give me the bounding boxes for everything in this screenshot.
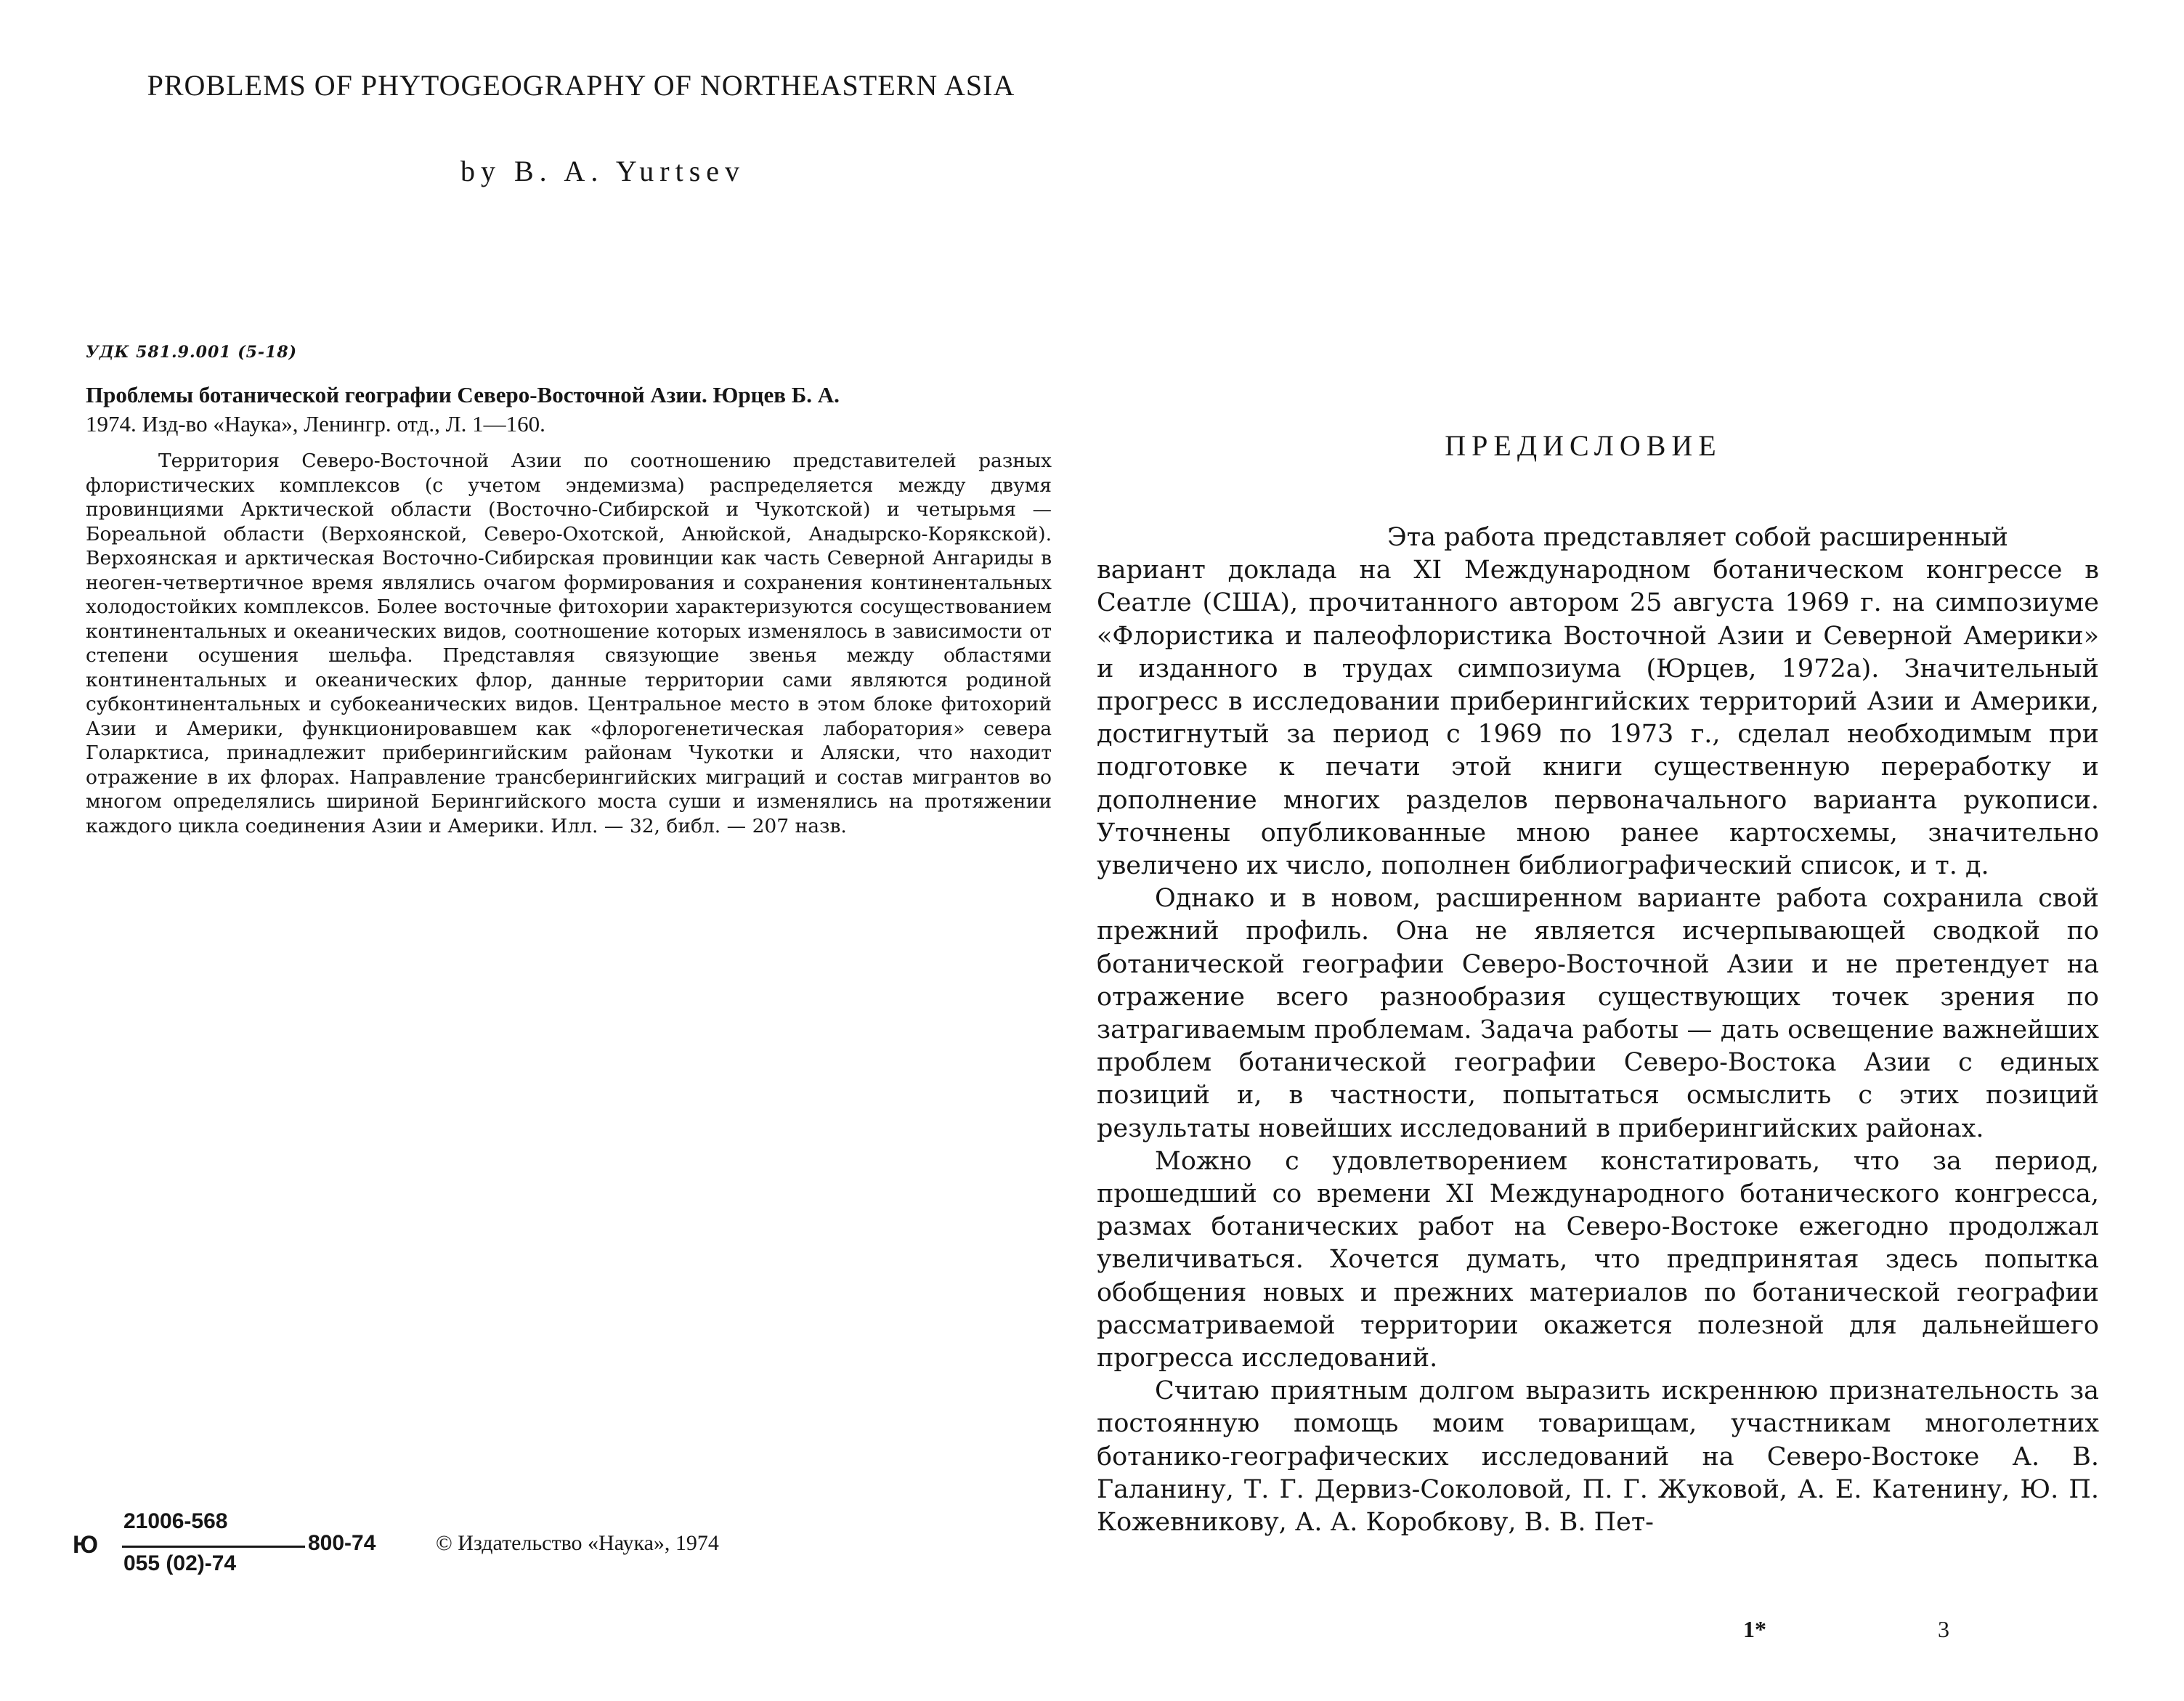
english-title: PROBLEMS OF PHYTOGEOGRAPHY OF NORTHEASTERN ASIA (147, 69, 1015, 102)
preface-paragraph-4: Считаю приятным долгом выразить искреннюю признательность за постоянную помощь моим товарищам, участникам многолетних ботанико-географических исследований на Северо-Востоке А. В. Галанину, Т. Г. Дервиз-Соколовой, П. Г. Жуковой, А. Е. Катенину, Ю. П. Кожевникову, А. А. Коробкову, В. В. Пет- (1097, 1376, 2099, 1538)
preface-heading: ПРЕДИСЛОВИЕ (1445, 429, 1722, 462)
abstract-title: Проблемы ботанической географии Северо-Восточной Азии. Юрцев Б. А. (86, 382, 840, 407)
preface-body (1097, 521, 2099, 1539)
left-page (0, 0, 1068, 1701)
publication-code (73, 1509, 378, 1589)
udk-code: УДК 581.9.001 (5-18) (86, 343, 298, 362)
preface-paragraph-1-start: Эта работа представляет собой расширенный (1387, 523, 2008, 552)
pubcode-suffix: 800-74 (308, 1531, 376, 1555)
signature-mark: 1* (1743, 1616, 1766, 1642)
copyright-line: © Издательство «Наука», 1974 (436, 1531, 719, 1555)
preface-paragraph-1 (1097, 521, 2099, 882)
pubcode-letter: Ю (73, 1531, 99, 1559)
abstract-citation (86, 381, 1052, 439)
abstract-imprint: 1974. Изд-во «Наука», Ленингр. отд., Л. 1—160. (86, 411, 545, 437)
page-number: 3 (1938, 1616, 1949, 1642)
preface-paragraph-2: Однако и в новом, расширенном варианте работа сохранила свой прежний профиль. Она не является исчерпывающей сводкой по ботанической географии Северо-Восточной Азии и не претендует на отражение всего разнообразия существующих точек зрения по затрагиваемым проблемам. Задача работы — дать освещение важнейших проблем ботанической географии Северо-Востока Азии с единых позиций и, в частности, попытаться осмыслить с этих позиций результаты новейших исследований в приберингийских районах. (1097, 884, 2099, 1143)
pubcode-fraction-line (122, 1546, 305, 1548)
pubcode-numerator: 21006-568 (123, 1509, 228, 1533)
abstract-text: Территория Северо-Восточной Азии по соотношению представителей разных флористических комплексов (с учетом эндемизма) распределяется между двумя провинциями Арктической области (Восточно-Сибирской и Чукотской) и четырьмя — Бореальной области (Верхоянской, Северо-Охотской, Анюйской, Анадырско-Корякской). Верхоянская и арктическая Восточно-Сибирская провинции как часть Северной Ангариды в неоген-четвертичное время являлись очагом формирования и сохранения континентальных холодостойких комплексов. Более восточные фитохории характеризуются сосуществованием континентальных и океанических видов, соотношение которых изменялось в зависимости от степени осушения шельфа. Представляя связующие звенья между областями континентальных и океанических флор, данные территории сами являются родиной субконтинентальных и субокеанических видов. Центральное место в этом блоке фитохорий Азии и Америки, функционировавшем как «флорогенетическая лаборатория» севера Голарктиса, принадлежит приберингийским районам Чукотки и Аляски, что находит отражение в их флорах. Направление трансберингийских миграций и состав мигрантов во многом определялись шириной Берингийского моста суши и изменялись на протяжении каждого цикла соединения Азии и Америки. Илл. — 32, библ. — 207 назв. (86, 450, 1052, 837)
pubcode-denominator: 055 (02)-74 (123, 1551, 237, 1575)
right-page (1068, 0, 2184, 1701)
preface-paragraph-1-rest: вариант доклада на XI Международном ботаническом конгрессе в Сеатле (США), прочитанного автором 25 августа 1969 г. на симпозиуме «Флористика и палеофлористика Восточной Азии и Северной Америки» и изданного в трудах симпозиума (Юрцев, 1972а). Значительный прогресс в исследовании приберингийских территорий Азии и Америки, достигнутый за период с 1969 по 1973 г., сделал необходимым при подготовке к печати этой книги существенную переработку и дополнение многих разделов первоначального варианта рукописи. Уточнены опубликованные мною ранее картосхемы, значительно увеличено их число, пополнен библиографический список, и т. д. (1097, 556, 2099, 881)
english-author: by B. A. Yurtsev (460, 155, 746, 187)
preface-paragraph-3: Можно с удовлетворением констатировать, что за период, прошедший со времени XI Международного ботанического конгресса, размах ботанических работ на Северо-Востоке ежегодно продолжал увеличиваться. Хочется думать, что предпринятая здесь попытка обобщения новых и прежних материалов по ботанической географии рассматриваемой территории окажется полезной для дальнейшего прогресса исследований. (1097, 1146, 2099, 1373)
